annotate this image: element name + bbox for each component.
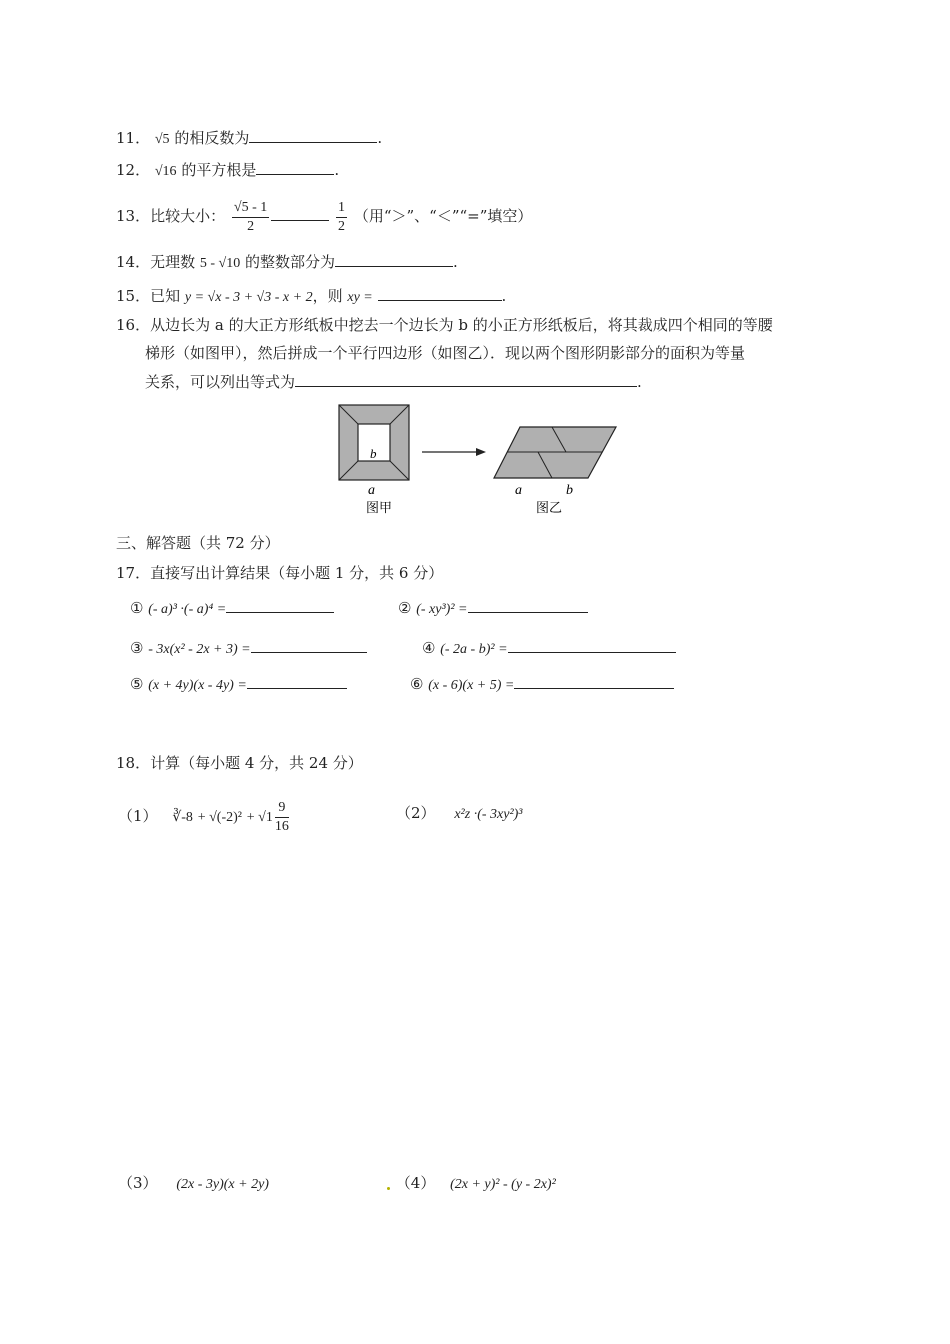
figure-label-b-right: b xyxy=(566,483,573,498)
q18-part-4: （4） (2x + y)² - (y - 2x)² xyxy=(386,1172,556,1196)
question-15: 15．已知 y = √x - 3 + √3 - x + 2，则 xy = . xyxy=(116,284,506,309)
q17-item-6: ⑥ (x - 6)(x + 5) = xyxy=(410,672,674,697)
q15-expression: y = √x - 3 + √3 - x + 2 xyxy=(184,290,313,305)
q17-item-3-blank[interactable] xyxy=(251,636,367,653)
q12-answer-blank[interactable] xyxy=(256,158,334,175)
q18-part-1: （1） ∛-8 + √(-2)² + √1 $\frac{9}{16}$ xyxy=(118,799,289,834)
question-16-line-1: 16．从边长为 a 的大正方形纸板中挖去一个边长为 b 的小正方形纸板后，将其裁成四个相同的等腰 xyxy=(116,316,773,334)
question-13: 13．比较大小： $\frac{√5 - 1}{2}$ $\frac{1}{2}$ （用“＞”、“＜”“=”填空） xyxy=(116,199,533,234)
question-16-line-3: 关系，可以列出等式为 . xyxy=(145,370,642,393)
q17-item-5-blank[interactable] xyxy=(247,672,347,689)
q17-item-6-blank[interactable] xyxy=(514,672,674,689)
question-18-title: 18．计算（每小题 4 分，共 24 分） xyxy=(116,754,363,772)
section-3-heading: 三、解答题（共 72 分） xyxy=(116,534,280,552)
q17-item-4: ④ (- 2a - b)² = xyxy=(422,636,676,661)
q13-fraction-right: $\frac{1}{2}$ xyxy=(338,199,346,234)
figure-trapezoid-diagram xyxy=(330,400,630,520)
q16-answer-blank[interactable] xyxy=(295,370,637,387)
q14-expression: 5 - √10 xyxy=(199,256,241,271)
figure-left-square-frame xyxy=(339,405,409,480)
figure-caption-left: 图甲 xyxy=(366,500,393,515)
q13-fraction-left: $\frac{√5 - 1}{2}$ xyxy=(233,199,268,234)
q18-part-3: （3） (2x - 3y)(x + 2y) xyxy=(118,1174,269,1192)
q13-answer-blank[interactable] xyxy=(271,204,329,221)
q17-item-1: ① (- a)³ ·(- a)⁴ = xyxy=(130,596,334,621)
q11-answer-blank[interactable] xyxy=(249,126,377,143)
q17-item-5: ⑤ (x + 4y)(x - 4y) = xyxy=(130,672,347,697)
question-17-title: 17．直接写出计算结果（每小题 1 分，共 6 分） xyxy=(116,564,444,582)
q15-expression-xy: xy = xyxy=(347,290,373,305)
q17-item-3: ③ - 3x(x² - 2x + 3) = xyxy=(130,636,367,661)
mark-dot xyxy=(387,1187,390,1190)
figure-label-b: b xyxy=(370,446,377,461)
q17-item-2: ② (- xy³)² = xyxy=(398,596,588,621)
q17-item-1-blank[interactable] xyxy=(226,596,334,613)
figure-label-a-right: a xyxy=(515,483,522,498)
q18-part-1-fraction: $\frac{9}{16}$ xyxy=(274,799,289,834)
arrow-icon xyxy=(422,448,486,456)
question-14: 14．无理数 5 - √10 的整数部分为 . xyxy=(116,250,458,275)
q11-expression: √5 xyxy=(154,132,170,147)
q15-answer-blank[interactable] xyxy=(378,284,502,301)
question-12: 12． √16 的平方根是 . xyxy=(116,158,339,183)
q12-expression: √16 xyxy=(154,164,177,179)
q18-part-2: （2） x²z ·(- 3xy²)³ xyxy=(396,804,523,822)
figure-label-a: a xyxy=(368,483,375,498)
q17-item-2-blank[interactable] xyxy=(468,596,588,613)
q14-answer-blank[interactable] xyxy=(335,250,453,267)
q17-item-4-blank[interactable] xyxy=(508,636,676,653)
figure-right-parallelogram xyxy=(494,427,616,478)
question-16-line-2: 梯形（如图甲），然后拼成一个平行四边形（如图乙）．现以两个图形阴影部分的面积为等量 xyxy=(145,344,746,362)
figure-caption-right: 图乙 xyxy=(536,500,563,515)
question-11: 11． √5 的相反数为 . xyxy=(116,126,382,151)
